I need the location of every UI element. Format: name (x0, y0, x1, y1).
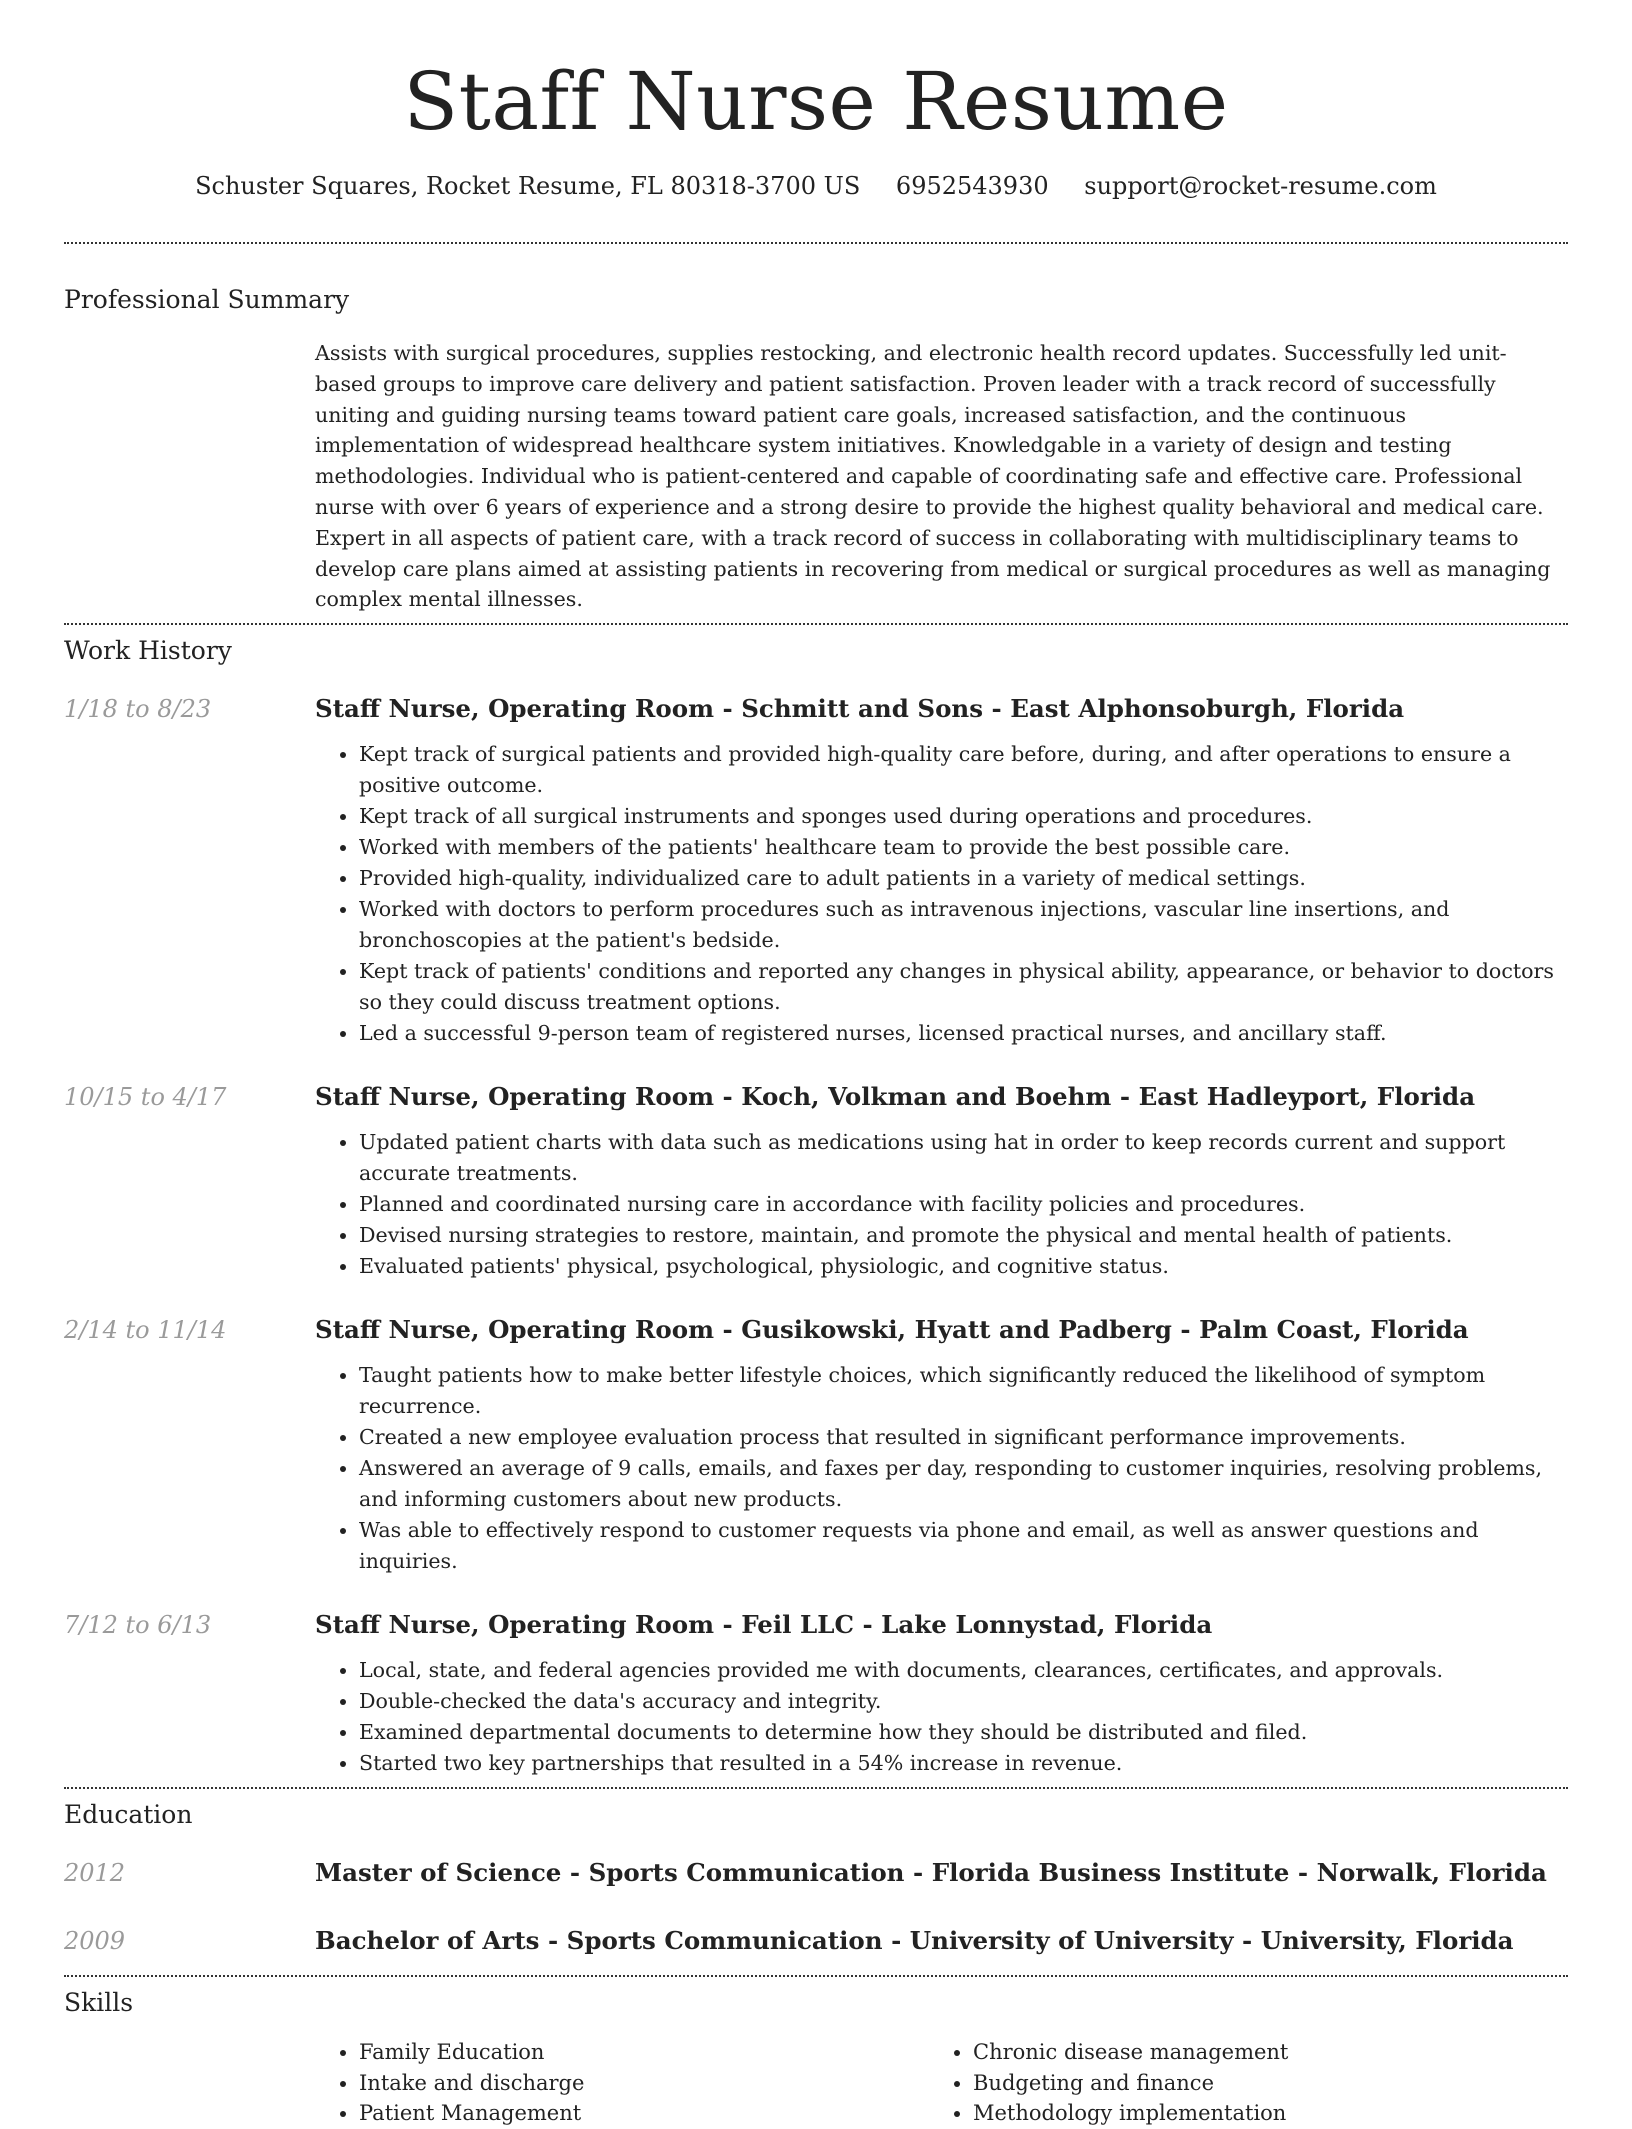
job-heading: Staff Nurse, Operating Room - Gusikowski, Hyatt and Padberg - Palm Coast, Florida (315, 1315, 1469, 1345)
job-bullet: • Led a successful 9-person team of registered nurses, licensed practical nurses, and ancillary staff. (359, 1018, 1568, 1049)
job-bullet: • Answered an average of 9 calls, emails, and faxes per day, responding to customer inquiries, resolving problems, and informing customers about new products. (359, 1453, 1568, 1515)
skill-item: • Intake and discharge (359, 2068, 929, 2099)
skills-list-left (315, 2037, 929, 2129)
job-entry (64, 1314, 1568, 1577)
job-bullets (315, 1360, 1568, 1577)
education-section (64, 1789, 1568, 1957)
job-dates: 7/12 to 6/13 (64, 1611, 212, 1640)
contact-line (64, 170, 1568, 202)
job-entry (64, 1609, 1568, 1779)
job-bullets (315, 1655, 1568, 1779)
contact-address: Schuster Squares, Rocket Resume, FL 80318-3700 US (195, 172, 861, 200)
job-bullet: • Started two key partnerships that resulted in a 54% increase in revenue. (359, 1748, 1568, 1779)
job-bullet: • Local, state, and federal agencies provided me with documents, clearances, certificates, and approvals. (359, 1655, 1568, 1686)
job-dates: 10/15 to 4/17 (64, 1083, 227, 1112)
skills-section (64, 1977, 1568, 2129)
work-heading: Work History (64, 636, 232, 666)
job-bullet: • Kept track of all surgical instruments and sponges used during operations and procedures. (359, 801, 1568, 832)
job-bullet: • Created a new employee evaluation process that resulted in significant performance improvements. (359, 1422, 1568, 1453)
resume-page (64, 0, 1568, 2129)
education-year: 2009 (64, 1927, 126, 1956)
job-entry (64, 693, 1568, 1049)
contact-phone: 6952543930 (895, 172, 1049, 200)
skill-item: • Family Education (359, 2037, 929, 2068)
skill-item: • Budgeting and finance (973, 2068, 1543, 2099)
job-bullets (315, 1127, 1568, 1282)
resume-title: Staff Nurse Resume (403, 55, 1229, 148)
skill-item: • Chronic disease management (973, 2037, 1543, 2068)
job-bullet: • Taught patients how to make better lifestyle choices, which significantly reduced the likelihood of symptom recurrence. (359, 1360, 1568, 1422)
work-section (64, 625, 1568, 1779)
job-dates: 2/14 to 11/14 (64, 1316, 227, 1345)
education-heading-text: Master of Science - Sports Communication - Florida Business Institute - Norwalk, Florida (315, 1858, 1547, 1888)
job-bullet: • Updated patient charts with data such as medications using hat in order to keep records current and support accurate treatments. (359, 1127, 1568, 1189)
job-heading: Staff Nurse, Operating Room - Koch, Volkman and Boehm - East Hadleyport, Florida (315, 1082, 1476, 1112)
job-bullets (315, 739, 1568, 1049)
education-entry (64, 1857, 1568, 1889)
summary-section (64, 244, 1568, 615)
job-bullet: • Was able to effectively respond to customer requests via phone and email, as well as answer questions and inquiries. (359, 1515, 1568, 1577)
job-dates: 1/18 to 8/23 (64, 695, 212, 724)
job-heading: Staff Nurse, Operating Room - Feil LLC - Lake Lonnystad, Florida (315, 1610, 1213, 1640)
job-bullet: • Worked with members of the patients' healthcare team to provide the best possible care. (359, 832, 1568, 863)
education-heading-text: Bachelor of Arts - Sports Communication - University of University - University, Florida (315, 1926, 1514, 1956)
job-bullet: • Planned and coordinated nursing care in accordance with facility policies and procedures. (359, 1189, 1568, 1220)
job-heading: Staff Nurse, Operating Room - Schmitt and Sons - East Alphonsoburgh, Florida (315, 694, 1405, 724)
job-bullet: • Examined departmental documents to determine how they should be distributed and filed. (359, 1717, 1568, 1748)
education-entry (64, 1925, 1568, 1957)
contact-email: support@rocket-resume.com (1084, 172, 1437, 200)
job-entry (64, 1081, 1568, 1282)
skill-item: • Patient Management (359, 2098, 929, 2129)
job-bullet: • Devised nursing strategies to restore, maintain, and promote the physical and mental health of patients. (359, 1220, 1568, 1251)
job-bullet: • Worked with doctors to perform procedures such as intravenous injections, vascular line insertions, and bronchoscopies at the patient's bedside. (359, 894, 1568, 956)
job-bullet: • Evaluated patients' physical, psychological, physiologic, and cognitive status. (359, 1251, 1568, 1282)
skills-list-right (929, 2037, 1543, 2129)
job-bullet: • Provided high-quality, individualized care to adult patients in a variety of medical settings. (359, 863, 1568, 894)
skills-columns (315, 2037, 1568, 2129)
summary-text: Assists with surgical procedures, supplies restocking, and electronic health record updates. Successfully led unit-based groups to improve care delivery and patient satisfaction. Proven leader with a track record of successfully uniting and guiding nursing teams toward patient care goals, increased satisfaction, and the continuous implementation of widespread healthcare system initiatives. Knowledgable in a variety of design and testing methodologies. Individual who is patient-centered and capable of coordinating safe and effective care. Professional nurse with over 6 years of experience and a strong desire to provide the highest quality behavioral and medical care. Expert in all aspects of patient care, with a track record of success in collaborating with multidisciplinary teams to develop care plans aimed at assisting patients in recovering from medical or surgical procedures as well as managing complex mental illnesses. (315, 341, 1551, 612)
education-year: 2012 (64, 1859, 126, 1888)
education-heading: Education (64, 1800, 193, 1830)
skill-item: • Methodology implementation (973, 2098, 1543, 2129)
summary-heading: Professional Summary (64, 285, 350, 314)
job-bullet: • Kept track of patients' conditions and reported any changes in physical ability, appearance, or behavior to doctors so they could discuss treatment options. (359, 956, 1568, 1018)
job-bullet: • Double-checked the data's accuracy and integrity. (359, 1686, 1568, 1717)
skills-heading: Skills (64, 1988, 134, 2018)
job-bullet: • Kept track of surgical patients and provided high-quality care before, during, and after operations to ensure a positive outcome. (359, 739, 1568, 801)
